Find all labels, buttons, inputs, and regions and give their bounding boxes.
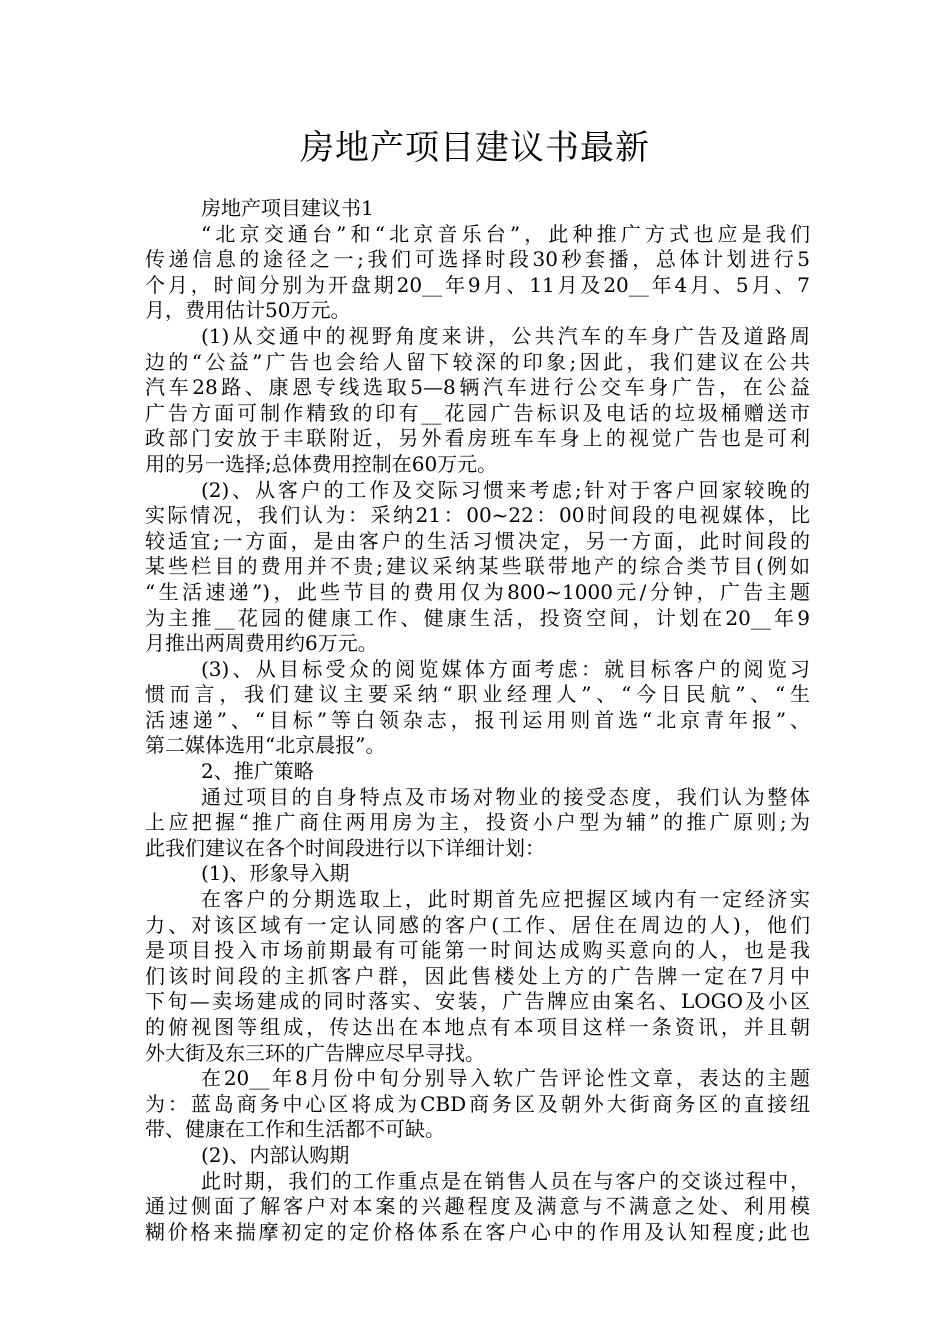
text-line: (2)、内部认购期	[201, 1142, 350, 1167]
text-line: 外大街及东三环的广告牌应尽早寻找。	[145, 1040, 485, 1065]
text-line: 此时期，我们的工作重点是在销售人员在与客户的交谈过程中，	[201, 1168, 810, 1193]
text-line: 糊价格来揣摩初定的定价格体系在客户心中的作用及认知程度;此也	[145, 1219, 810, 1244]
text-line: 在客户的分期选取上，此时期首先应把握区域内有一定经济实	[201, 887, 810, 912]
text-line: 广告方面可制作精致的印有__花园广告标识及电话的垃圾桶赠送市	[145, 400, 810, 425]
text-line: 活速递”、“目标”等白领杂志，报刊运用则首选“北京青年报”、	[145, 707, 810, 732]
text-line: 较适宜;一方面，是由客户的生活习惯决定，另一方面，此时间段的	[145, 528, 810, 553]
document-title: 房地产项目建议书最新	[300, 128, 650, 168]
text-line: 是项目投入市场前期最有可能第一时间达成购买意向的人，也是我	[145, 938, 810, 963]
text-line: “生活速递”)，此些节目的费用仅为800~1000元/分钟，广告主题	[145, 579, 810, 604]
text-line: 带、健康在工作和生活都不可缺。	[145, 1117, 445, 1142]
text-line: (1)从交通中的视野角度来讲，公共汽车的车身广告及道路周	[201, 323, 810, 348]
text-line: 在20__年8月份中旬分别导入软广告评论性文章，表达的主题	[201, 1066, 810, 1091]
text-line: 下旬—卖场建成的同时落实、安装，广告牌应由案名、LOGO及小区	[145, 989, 810, 1014]
text-line: 传递信息的途径之一;我们可选择时段30秒套播，总体计划进行5	[145, 247, 810, 272]
text-line: 用的另一选择;总体费用控制在60万元。	[145, 451, 498, 476]
document-body	[145, 196, 810, 1245]
text-line: 的俯视图等组成，传达出在本地点有本项目这样一条资讯，并且朝	[145, 1015, 810, 1039]
text-line: (2)、从客户的工作及交际习惯来考虑;针对于客户回家较晚的	[201, 477, 810, 502]
text-line: 2、推广策略	[201, 759, 314, 784]
text-line: 力、对该区域有一定认同感的客户(工作、居住在周边的人)，他们	[145, 912, 810, 937]
text-line: 上应把握“推广商住两用房为主，投资小户型为辅”的推广原则;为	[145, 810, 810, 835]
text-line: 通过侧面了解客户对本案的兴趣程度及满意与不满意之处、利用模	[145, 1194, 810, 1219]
text-line: 为：蓝岛商务中心区将成为CBD商务区及朝外大街商务区的直接纽	[145, 1091, 810, 1116]
text-line: 月推出两周费用约6万元。	[145, 631, 378, 656]
text-line: 实际情况，我们认为：采纳21：00~22：00时间段的电视媒体，比	[145, 503, 810, 528]
text-line: 此我们建议在各个时间段进行以下详细计划：	[145, 835, 545, 860]
text-line: 惯而言，我们建议主要采纳“职业经理人”、“今日民航”、“生	[145, 682, 810, 707]
text-line: 房地产项目建议书1	[201, 196, 374, 220]
text-line: 通过项目的自身特点及市场对物业的接受态度，我们认为整体	[201, 784, 810, 809]
text-line: “北京交通台”和“北京音乐台”，此种推广方式也应是我们	[201, 221, 810, 246]
text-line: 汽车28路、康恩专线选取5—8辆汽车进行公交车身广告，在公益	[145, 375, 810, 400]
text-line: 月，费用估计50万元。	[145, 298, 351, 323]
text-line: (3)、从目标受众的阅览媒体方面考虑：就目标客户的阅览习	[201, 656, 810, 681]
text-line: (1)、形象导入期	[201, 861, 350, 886]
text-line: 个月，时间分别为开盘期20__年9月、11月及20__年4月、5月、7	[145, 272, 810, 297]
text-line: 某些栏目的费用并不贵;建议采纳某些联带地产的综合类节目(例如	[145, 554, 810, 579]
text-line: 为主推__花园的健康工作、健康生活，投资空间，计划在20__年9	[145, 605, 810, 630]
text-line: 们该时间段的主抓客户群，因此售楼处上方的广告牌一定在7月中	[145, 963, 810, 988]
text-line: 第二媒体选用“北京晨报”。	[145, 733, 386, 758]
text-line: 政部门安放于丰联附近，另外看房班车车身上的视觉广告也是可利	[145, 426, 810, 451]
text-line: 边的“公益”广告也会给人留下较深的印象;因此，我们建议在公共	[145, 349, 810, 374]
